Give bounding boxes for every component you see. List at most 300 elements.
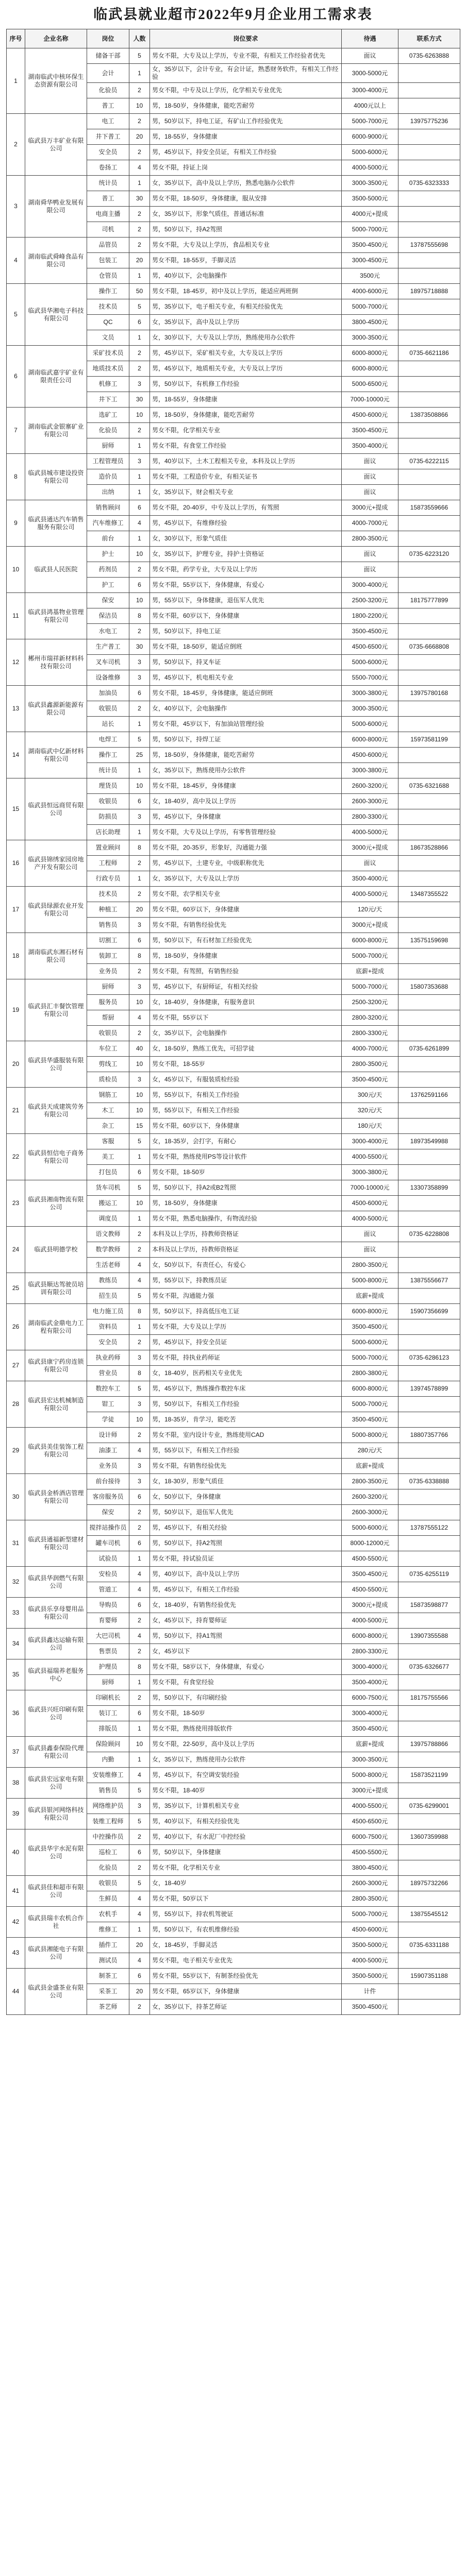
row-number: 16 [7, 840, 25, 887]
requirement-cell: 男，55岁以下，有相关工作经验 [150, 1443, 342, 1459]
requirement-cell: 女，35岁以下，高中及以上学历，熟悉电脑办公软件 [150, 176, 342, 191]
pay-cell: 2800-3800元 [342, 1366, 398, 1381]
table-row [7, 1737, 460, 1752]
table-row [7, 1180, 460, 1196]
pay-cell: 5000-6000元 [342, 655, 398, 670]
position-cell: 生活老师 [87, 1258, 129, 1273]
position-cell: 巡检工 [87, 1845, 129, 1860]
pay-cell: 5500-7000元 [342, 670, 398, 686]
contact-cell [398, 1922, 460, 1938]
count-cell: 1 [129, 268, 150, 284]
pay-cell: 3800-4500元 [342, 1860, 398, 1876]
contact-cell: 15907356699 [398, 1304, 460, 1319]
row-number: 11 [7, 593, 25, 639]
count-cell: 4 [129, 160, 150, 176]
contact-cell [398, 1675, 460, 1690]
requirement-cell: 女，45岁以下，持育婴师证 [150, 1613, 342, 1629]
position-cell: 井下工 [87, 392, 129, 408]
position-cell: 内勤 [87, 1752, 129, 1768]
contact-cell: 13787555122 [398, 1520, 460, 1536]
pay-cell: 6000-8000元 [342, 361, 398, 377]
requirement-cell: 男女不限，18-55岁 [150, 1057, 342, 1072]
requirement-cell: 男女不限，65岁以下，身体健康 [150, 1984, 342, 1999]
requirement-cell: 男，45岁以下，有维修经验 [150, 516, 342, 531]
contact-cell: 13487355522 [398, 887, 460, 902]
company-name: 临武县银河网络科技有限公司 [25, 1799, 87, 1829]
company-name: 临武县美佳装饰工程有限公司 [25, 1428, 87, 1474]
count-cell: 30 [129, 639, 150, 655]
count-cell: 3 [129, 454, 150, 469]
position-cell: 设计师 [87, 1428, 129, 1443]
position-cell: 营业员 [87, 1366, 129, 1381]
table-row [7, 238, 460, 253]
count-cell: 20 [129, 129, 150, 145]
pay-cell: 3000-3500元 [342, 1752, 398, 1768]
pay-cell: 底薪+提成 [342, 1459, 398, 1474]
company-name: 临武县通福新型建材有限公司 [25, 1520, 87, 1567]
contact-cell: 13873508866 [398, 408, 460, 423]
company-name: 临武县兴旺印刷有限公司 [25, 1690, 87, 1737]
count-cell: 1 [129, 330, 150, 346]
table-row [7, 1629, 460, 1644]
requirement-cell: 男女不限，18-45岁，身体健康，能适应倒班 [150, 686, 342, 701]
requirement-cell: 男女不限，18-50岁，身体健康，服从安排 [150, 191, 342, 207]
count-cell: 4 [129, 1891, 150, 1907]
count-cell: 4 [129, 1768, 150, 1783]
row-number: 33 [7, 1598, 25, 1629]
contact-cell [398, 423, 460, 438]
table-row [7, 547, 460, 562]
pay-cell: 4000-5000元 [342, 1613, 398, 1629]
count-cell: 8 [129, 1659, 150, 1675]
pay-cell: 180元/天 [342, 1118, 398, 1134]
count-cell: 1 [129, 438, 150, 454]
pay-cell: 2600-3200元 [342, 1489, 398, 1505]
pay-cell: 2800-3500元 [342, 1474, 398, 1489]
position-cell: 招生员 [87, 1289, 129, 1304]
requirement-cell: 男女不限，药学专业，大专及以上学历 [150, 562, 342, 578]
count-cell: 1 [129, 1551, 150, 1567]
requirement-cell: 男，45岁以下，有相关经验 [150, 1520, 342, 1536]
count-cell: 6 [129, 1845, 150, 1860]
position-cell: 网络维护员 [87, 1799, 129, 1814]
requirement-cell: 男女不限，持试验员证 [150, 1551, 342, 1567]
header-count: 人数 [129, 29, 150, 48]
pay-cell: 2500-3200元 [342, 995, 398, 1010]
row-number: 4 [7, 238, 25, 284]
requirement-cell: 男，50岁以下，持电工证，有矿山工作经验优先 [150, 114, 342, 129]
contact-cell [398, 763, 460, 778]
position-cell: 数控车工 [87, 1381, 129, 1397]
contact-cell [398, 1582, 460, 1598]
contact-cell: 0735-6326677 [398, 1659, 460, 1675]
contact-cell: 0735-6263888 [398, 48, 460, 64]
table-row [7, 1088, 460, 1103]
requirement-cell: 男女不限，有销售经验优先 [150, 918, 342, 933]
contact-cell [398, 1103, 460, 1118]
position-cell: 出纳 [87, 485, 129, 500]
position-cell: 木工 [87, 1103, 129, 1118]
company-name: 临武县瑞丰农机合作社 [25, 1907, 87, 1938]
requirement-cell: 男女不限，大专及以上学历 [150, 1319, 342, 1335]
pay-cell: 3000元+提成 [342, 1783, 398, 1799]
company-name: 临武县佳和超市有限公司 [25, 1876, 87, 1907]
table-row [7, 887, 460, 902]
contact-cell [398, 1551, 460, 1567]
requirement-cell: 男，45岁以下，采矿相关专业，大专及以上学历 [150, 346, 342, 361]
row-number: 10 [7, 547, 25, 593]
requirement-cell: 女，50岁以下，身体健康 [150, 1489, 342, 1505]
position-cell: 服务员 [87, 995, 129, 1010]
position-cell: 井下普工 [87, 129, 129, 145]
position-cell: 切割工 [87, 933, 129, 948]
count-cell: 5 [129, 299, 150, 315]
position-cell: 加油员 [87, 686, 129, 701]
contact-cell [398, 809, 460, 825]
position-cell: 设备维修 [87, 670, 129, 686]
requirement-cell: 女，35岁以下，熟练使用办公软件 [150, 1752, 342, 1768]
requirement-cell: 男女不限，60岁以下，身体健康 [150, 608, 342, 624]
row-number: 19 [7, 979, 25, 1041]
contact-cell: 15873598877 [398, 1598, 460, 1613]
pay-cell: 4000-5500元 [342, 1149, 398, 1165]
table-row [7, 500, 460, 516]
position-cell: 工程师 [87, 856, 129, 871]
position-cell: 工程管理员 [87, 454, 129, 469]
count-cell: 6 [129, 1598, 150, 1613]
header-no: 序号 [7, 29, 25, 48]
position-cell: 资料员 [87, 1319, 129, 1335]
position-cell: 大巴司机 [87, 1629, 129, 1644]
contact-cell: 0735-6323333 [398, 176, 460, 191]
position-cell: 测试员 [87, 1953, 129, 1969]
pay-cell: 底薪+提成 [342, 964, 398, 979]
requirement-cell: 男，45岁以下，身体健康 [150, 809, 342, 825]
requirement-cell: 女，35岁以下，护理专业，持护士资格证 [150, 547, 342, 562]
pay-cell: 3500-4500元 [342, 1072, 398, 1088]
requirement-cell: 女，35岁以下，大专及以上学历 [150, 871, 342, 887]
position-cell: 电力施工员 [87, 1304, 129, 1319]
position-cell: 钳工 [87, 1397, 129, 1412]
contact-cell: 13907355588 [398, 1629, 460, 1644]
row-number: 7 [7, 408, 25, 454]
position-cell: 农机手 [87, 1907, 129, 1922]
position-cell: 统计员 [87, 763, 129, 778]
count-cell: 2 [129, 1860, 150, 1876]
count-cell: 5 [129, 48, 150, 64]
requirement-cell: 男，55岁以下，持教练员证 [150, 1273, 342, 1289]
count-cell: 2 [129, 887, 150, 902]
position-cell: 保安 [87, 593, 129, 608]
contact-cell [398, 856, 460, 871]
position-cell: 学徒 [87, 1412, 129, 1428]
company-name: 湖南临武中亿新材料有限公司 [25, 732, 87, 778]
company-name: 临武县鑫达运输有限公司 [25, 1629, 87, 1659]
contact-cell [398, 1860, 460, 1876]
position-cell: 杂工 [87, 1118, 129, 1134]
company-name: 临武县万丰矿业有限公司 [25, 114, 87, 176]
table-row [7, 778, 460, 794]
position-cell: 造价员 [87, 469, 129, 485]
count-cell: 1 [129, 717, 150, 732]
pay-cell: 5000-7000元 [342, 222, 398, 238]
requirement-cell: 男女不限，55岁以下，身体健康，有爱心 [150, 578, 342, 593]
row-number: 42 [7, 1907, 25, 1938]
requirement-cell: 女，18-40岁 [150, 1876, 342, 1891]
requirement-cell: 男，35岁以下，电子相关专业，有相关经验优先 [150, 299, 342, 315]
count-cell: 3 [129, 979, 150, 995]
requirement-cell: 男女不限，持证上岗 [150, 160, 342, 176]
requirement-cell: 男女不限，大专及以上学历，食品相关专业 [150, 238, 342, 253]
row-number: 39 [7, 1799, 25, 1829]
requirement-cell: 男女不限，有销售经验优先 [150, 1459, 342, 1474]
pay-cell: 7000-10000元 [342, 1180, 398, 1196]
contact-cell [398, 1335, 460, 1350]
count-cell: 1 [129, 176, 150, 191]
row-number: 41 [7, 1876, 25, 1907]
position-cell: 品管员 [87, 238, 129, 253]
contact-cell [398, 1196, 460, 1211]
pay-cell: 2800-3300元 [342, 1026, 398, 1041]
contact-cell [398, 253, 460, 268]
position-cell: 美工 [87, 1149, 129, 1165]
position-cell: 机修工 [87, 377, 129, 392]
requirement-cell: 男女不限，18-40岁 [150, 1783, 342, 1799]
pay-cell: 3000元+提成 [342, 1598, 398, 1613]
pay-cell: 280元/天 [342, 1443, 398, 1459]
count-cell: 4 [129, 1010, 150, 1026]
requirement-cell: 男女不限，化学相关专业 [150, 423, 342, 438]
position-cell: 置业顾问 [87, 840, 129, 856]
requirement-cell: 女，30岁以下，大专及以上学历，熟练使用办公软件 [150, 330, 342, 346]
row-number: 29 [7, 1428, 25, 1474]
requirement-cell: 男，40岁以下，高中及以上学历 [150, 1567, 342, 1582]
count-cell: 8 [129, 840, 150, 856]
contact-cell [398, 1057, 460, 1072]
company-name: 临武县乐享母婴用品有限公司 [25, 1598, 87, 1629]
count-cell: 2 [129, 1613, 150, 1629]
contact-cell [398, 1984, 460, 1999]
position-cell: 客房服务员 [87, 1489, 129, 1505]
requirement-cell: 男，50岁以下，有石材加工经验优先 [150, 933, 342, 948]
pay-cell: 2800-3500元 [342, 1057, 398, 1072]
pay-cell: 面议 [342, 562, 398, 578]
requirement-cell: 女，35岁以下，会电脑操作 [150, 1026, 342, 1041]
requirement-cell: 男女不限，电子相关专业优先 [150, 1953, 342, 1969]
count-cell: 10 [129, 995, 150, 1010]
company-name: 临武县华盛服装有限公司 [25, 1041, 87, 1088]
count-cell: 1 [129, 64, 150, 83]
pay-cell: 300元/天 [342, 1088, 398, 1103]
position-cell: 客服 [87, 1134, 129, 1149]
count-cell: 4 [129, 1273, 150, 1289]
requirement-cell: 女，18-50岁，熟练工优先，可招学徒 [150, 1041, 342, 1057]
table-row [7, 114, 460, 129]
pay-cell: 2800-3300元 [342, 1644, 398, 1659]
requirement-cell: 男，50岁以下，退伍军人优先 [150, 1505, 342, 1520]
contact-cell [398, 995, 460, 1010]
pay-cell: 3000-4000元 [342, 1659, 398, 1675]
count-cell: 1 [129, 1319, 150, 1335]
requirement-cell: 男女不限，18-50岁 [150, 1706, 342, 1721]
requirement-cell: 男，18-50岁，身体健康，能吃苦耐劳 [150, 408, 342, 423]
contact-cell [398, 578, 460, 593]
pay-cell: 120元/天 [342, 902, 398, 918]
company-name: 临武县华湘电子科技有限公司 [25, 284, 87, 346]
count-cell: 2 [129, 1520, 150, 1536]
contact-cell [398, 1366, 460, 1381]
pay-cell: 3000元+提成 [342, 918, 398, 933]
contact-cell [398, 207, 460, 222]
pay-cell: 3500-4000元 [342, 871, 398, 887]
position-cell: 业务员 [87, 1459, 129, 1474]
contact-cell: 13975775236 [398, 114, 460, 129]
contact-cell [398, 1752, 460, 1768]
requirement-cell: 男，18-50岁，身体健康 [150, 1196, 342, 1211]
row-number: 5 [7, 284, 25, 346]
table-row [7, 176, 460, 191]
requirement-cell: 男，50岁以下，持电工证 [150, 624, 342, 639]
count-cell: 5 [129, 732, 150, 748]
company-name: 临武县金盛茶业有限公司 [25, 1969, 87, 2015]
count-cell: 6 [129, 1489, 150, 1505]
count-cell: 3 [129, 1397, 150, 1412]
contact-cell: 0735-6331188 [398, 1938, 460, 1953]
row-number: 38 [7, 1768, 25, 1799]
position-cell: 选矿工 [87, 408, 129, 423]
company-name: 临武县鸿基物业管理有限公司 [25, 593, 87, 639]
position-cell: 销售员 [87, 918, 129, 933]
count-cell: 2 [129, 238, 150, 253]
position-cell: 试验员 [87, 1551, 129, 1567]
position-cell: 生产普工 [87, 639, 129, 655]
pay-cell: 面议 [342, 469, 398, 485]
requirement-cell: 男女不限，18-45岁，身体健康 [150, 778, 342, 794]
requirement-cell: 女，35岁以下，形象气质佳，普通话标准 [150, 207, 342, 222]
pay-cell: 面议 [342, 856, 398, 871]
count-cell: 1 [129, 871, 150, 887]
row-number: 25 [7, 1273, 25, 1304]
table-row [7, 408, 460, 423]
requirement-cell: 本科及以上学历，持教师资格证 [150, 1242, 342, 1258]
position-cell: 技术员 [87, 887, 129, 902]
table-row [7, 1969, 460, 1984]
count-cell: 2 [129, 1999, 150, 2015]
contact-cell [398, 1258, 460, 1273]
company-name: 临武县城市建设投资有限公司 [25, 454, 87, 500]
position-cell: 安检员 [87, 1567, 129, 1582]
contact-cell: 13875545512 [398, 1907, 460, 1922]
count-cell: 6 [129, 315, 150, 330]
count-cell: 2 [129, 1227, 150, 1242]
pay-cell: 3800-4500元 [342, 315, 398, 330]
contact-cell: 15973581199 [398, 732, 460, 748]
pay-cell: 3000-3800元 [342, 763, 398, 778]
requirement-cell: 男女不限，有驾照，有销售经验 [150, 964, 342, 979]
company-name: 临武县人民医院 [25, 547, 87, 593]
count-cell: 4 [129, 1567, 150, 1582]
contact-cell: 18973549988 [398, 1134, 460, 1149]
pay-cell: 4500-6000元 [342, 1922, 398, 1938]
requirement-cell: 男女不限，有食堂经验 [150, 1675, 342, 1690]
contact-cell [398, 717, 460, 732]
row-number: 21 [7, 1088, 25, 1134]
count-cell: 15 [129, 1118, 150, 1134]
position-cell: 操作工 [87, 284, 129, 299]
contact-cell: 18175755566 [398, 1690, 460, 1706]
pay-cell: 5000-7000元 [342, 1397, 398, 1412]
requirement-cell: 男，45岁以下，持安全员证 [150, 1335, 342, 1350]
count-cell: 2 [129, 624, 150, 639]
pay-cell: 5000-6500元 [342, 377, 398, 392]
pay-cell: 4500-5500元 [342, 1551, 398, 1567]
pay-cell: 4000-5000元 [342, 825, 398, 840]
requirement-cell: 女，18-45岁，手脚灵活 [150, 1938, 342, 1953]
position-cell: 化验员 [87, 1860, 129, 1876]
contact-cell: 0735-6668808 [398, 639, 460, 655]
table-row [7, 1350, 460, 1366]
requirement-cell: 男女不限，中专及以上学历，化学相关专业优先 [150, 83, 342, 98]
table-row [7, 639, 460, 655]
table-row [7, 1520, 460, 1536]
position-cell: 地质技术员 [87, 361, 129, 377]
requirement-cell: 男，45岁以下，机电相关专业 [150, 670, 342, 686]
contact-cell [398, 655, 460, 670]
requirement-cell: 男女不限，持执业药师证 [150, 1350, 342, 1366]
requirement-cell: 男，45岁以下，熟练操作数控车床 [150, 1381, 342, 1397]
company-name: 临武县锦绣家园房地产开发有限公司 [25, 840, 87, 887]
count-cell: 2 [129, 1690, 150, 1706]
count-cell: 1 [129, 531, 150, 547]
count-cell: 3 [129, 1072, 150, 1088]
table-row [7, 1304, 460, 1319]
pay-cell: 3000-4000元 [342, 578, 398, 593]
contact-cell: 0735-6338888 [398, 1474, 460, 1489]
position-cell: 化验员 [87, 83, 129, 98]
count-cell: 10 [129, 593, 150, 608]
table-row [7, 1768, 460, 1783]
count-cell: 3 [129, 655, 150, 670]
pay-cell: 3500-4000元 [342, 1675, 398, 1690]
count-cell: 2 [129, 1242, 150, 1258]
position-cell: 汽车维修工 [87, 516, 129, 531]
position-cell: 装维工程师 [87, 1814, 129, 1829]
pay-cell: 6000-8000元 [342, 732, 398, 748]
position-cell: 行政专员 [87, 871, 129, 887]
pay-cell: 5000-6000元 [342, 717, 398, 732]
pay-cell: 4000-7000元 [342, 516, 398, 531]
requirement-cell: 女，30岁以下，形象气质佳 [150, 531, 342, 547]
contact-cell: 0735-6286123 [398, 1350, 460, 1366]
pay-cell: 面议 [342, 454, 398, 469]
table-row [7, 1938, 460, 1953]
position-cell: 装订工 [87, 1706, 129, 1721]
pay-cell: 5000-6000元 [342, 1335, 398, 1350]
row-number: 43 [7, 1938, 25, 1969]
count-cell: 2 [129, 1644, 150, 1659]
pay-cell: 5000-7000元 [342, 299, 398, 315]
pay-cell: 3000-4000元 [342, 1134, 398, 1149]
requirement-cell: 男，50岁以下，身体健康 [150, 1845, 342, 1860]
row-number: 28 [7, 1381, 25, 1428]
contact-cell: 0735-6222115 [398, 454, 460, 469]
table-row [7, 454, 460, 469]
pay-cell: 4500-5500元 [342, 1582, 398, 1598]
position-cell: 安全员 [87, 1335, 129, 1350]
table-row [7, 933, 460, 948]
company-name: 湖南临武金鼎电力工程有限公司 [25, 1304, 87, 1350]
requirement-cell: 男女不限，60岁以下，身体健康 [150, 902, 342, 918]
